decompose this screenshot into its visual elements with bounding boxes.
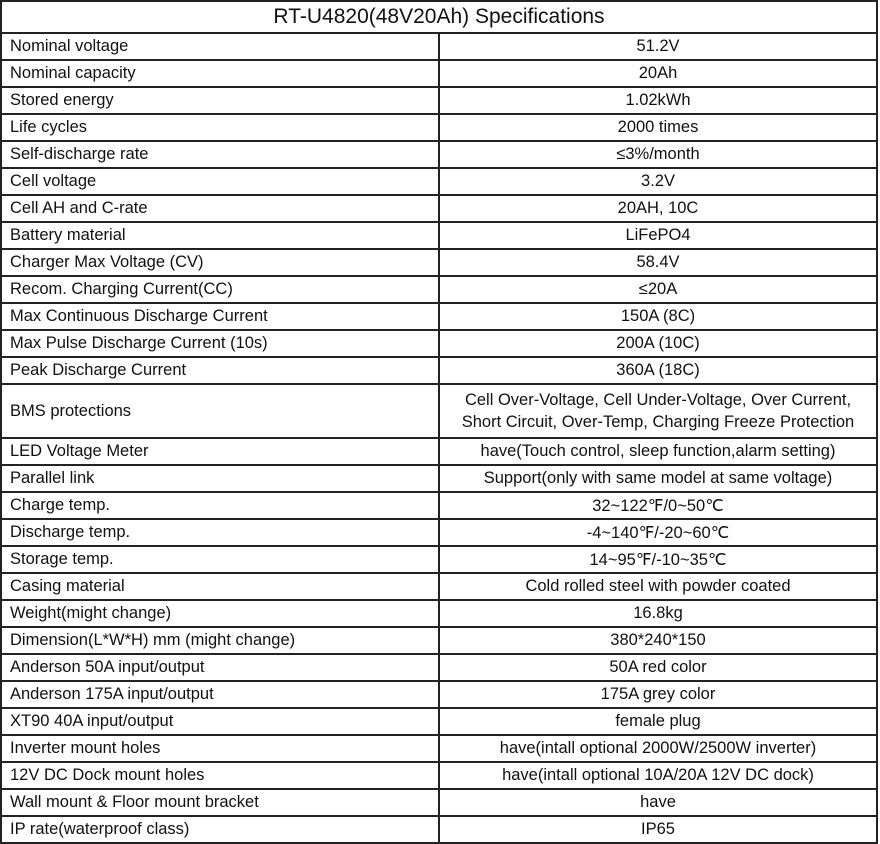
spec-value: 58.4V [439,249,877,276]
spec-label: LED Voltage Meter [1,438,439,465]
spec-value: have(Touch control, sleep function,alarm setting) [439,438,877,465]
spec-row [1,681,877,708]
spec-value: 380*240*150 [439,627,877,654]
spec-label: Dimension(L*W*H) mm (might change) [1,627,439,654]
spec-value: 20AH, 10C [439,195,877,222]
spec-value: have [439,789,877,816]
spec-label: XT90 40A input/output [1,708,439,735]
spec-value: 1.02kWh [439,87,877,114]
spec-row [1,762,877,789]
spec-label: Max Pulse Discharge Current (10s) [1,330,439,357]
spec-value: 360A (18C) [439,357,877,384]
spec-label: Peak Discharge Current [1,357,439,384]
spec-row [1,168,877,195]
spec-value: 150A (8C) [439,303,877,330]
spec-row [1,330,877,357]
spec-row [1,654,877,681]
spec-row [1,438,877,465]
spec-row [1,735,877,762]
spec-row [1,87,877,114]
spec-row [1,33,877,60]
spec-label: Casing material [1,573,439,600]
spec-label: Inverter mount holes [1,735,439,762]
spec-label: Recom. Charging Current(CC) [1,276,439,303]
spec-label: Stored energy [1,87,439,114]
spec-label: Life cycles [1,114,439,141]
spec-value: have(intall optional 10A/20A 12V DC dock) [439,762,877,789]
spec-label: Wall mount & Floor mount bracket [1,789,439,816]
spec-label: Anderson 50A input/output [1,654,439,681]
spec-row [1,573,877,600]
spec-row [1,249,877,276]
spec-row [1,708,877,735]
spec-label: Charge temp. [1,492,439,519]
spec-row [1,384,877,438]
spec-row [1,222,877,249]
spec-label: Nominal voltage [1,33,439,60]
spec-body [1,33,877,843]
spec-label: IP rate(waterproof class) [1,816,439,843]
spec-value: ≤20A [439,276,877,303]
spec-row [1,60,877,87]
spec-row [1,546,877,573]
spec-value: IP65 [439,816,877,843]
spec-label: 12V DC Dock mount holes [1,762,439,789]
spec-label: Battery material [1,222,439,249]
spec-value: 2000 times [439,114,877,141]
spec-title: RT-U4820(48V20Ah) Specifications [1,1,877,33]
spec-value: 50A red color [439,654,877,681]
spec-label: Weight(might change) [1,600,439,627]
spec-row [1,357,877,384]
spec-value: 175A grey color [439,681,877,708]
spec-label: Nominal capacity [1,60,439,87]
spec-row [1,141,877,168]
spec-label: BMS protections [1,384,439,438]
spec-row [1,465,877,492]
spec-row [1,492,877,519]
spec-value: 14~95℉/-10~35℃ [439,546,877,573]
spec-value: LiFePO4 [439,222,877,249]
spec-value: 20Ah [439,60,877,87]
spec-label: Cell AH and C-rate [1,195,439,222]
spec-value: 32~122℉/0~50℃ [439,492,877,519]
spec-value: -4~140℉/-20~60℃ [439,519,877,546]
spec-label: Self-discharge rate [1,141,439,168]
spec-value: Cold rolled steel with powder coated [439,573,877,600]
spec-label: Charger Max Voltage (CV) [1,249,439,276]
spec-row [1,276,877,303]
spec-value: 51.2V [439,33,877,60]
title-row [1,1,877,33]
spec-row [1,195,877,222]
spec-label: Anderson 175A input/output [1,681,439,708]
spec-row [1,114,877,141]
spec-value: 3.2V [439,168,877,195]
spec-row [1,627,877,654]
spec-label: Storage temp. [1,546,439,573]
spec-label: Max Continuous Discharge Current [1,303,439,330]
spec-value: ≤3%/month [439,141,877,168]
spec-row [1,789,877,816]
spec-value: Cell Over-Voltage, Cell Under-Voltage, Over Current, Short Circuit, Over-Temp, Charging Freeze Protection [439,384,877,438]
spec-row [1,303,877,330]
spec-row [1,600,877,627]
spec-row [1,816,877,843]
spec-label: Discharge temp. [1,519,439,546]
spec-row [1,519,877,546]
spec-value: have(intall optional 2000W/2500W inverter) [439,735,877,762]
spec-label: Cell voltage [1,168,439,195]
spec-value: Support(only with same model at same voltage) [439,465,877,492]
spec-value: 16.8kg [439,600,877,627]
spec-value: 200A (10C) [439,330,877,357]
spec-value: female plug [439,708,877,735]
spec-label: Parallel link [1,465,439,492]
